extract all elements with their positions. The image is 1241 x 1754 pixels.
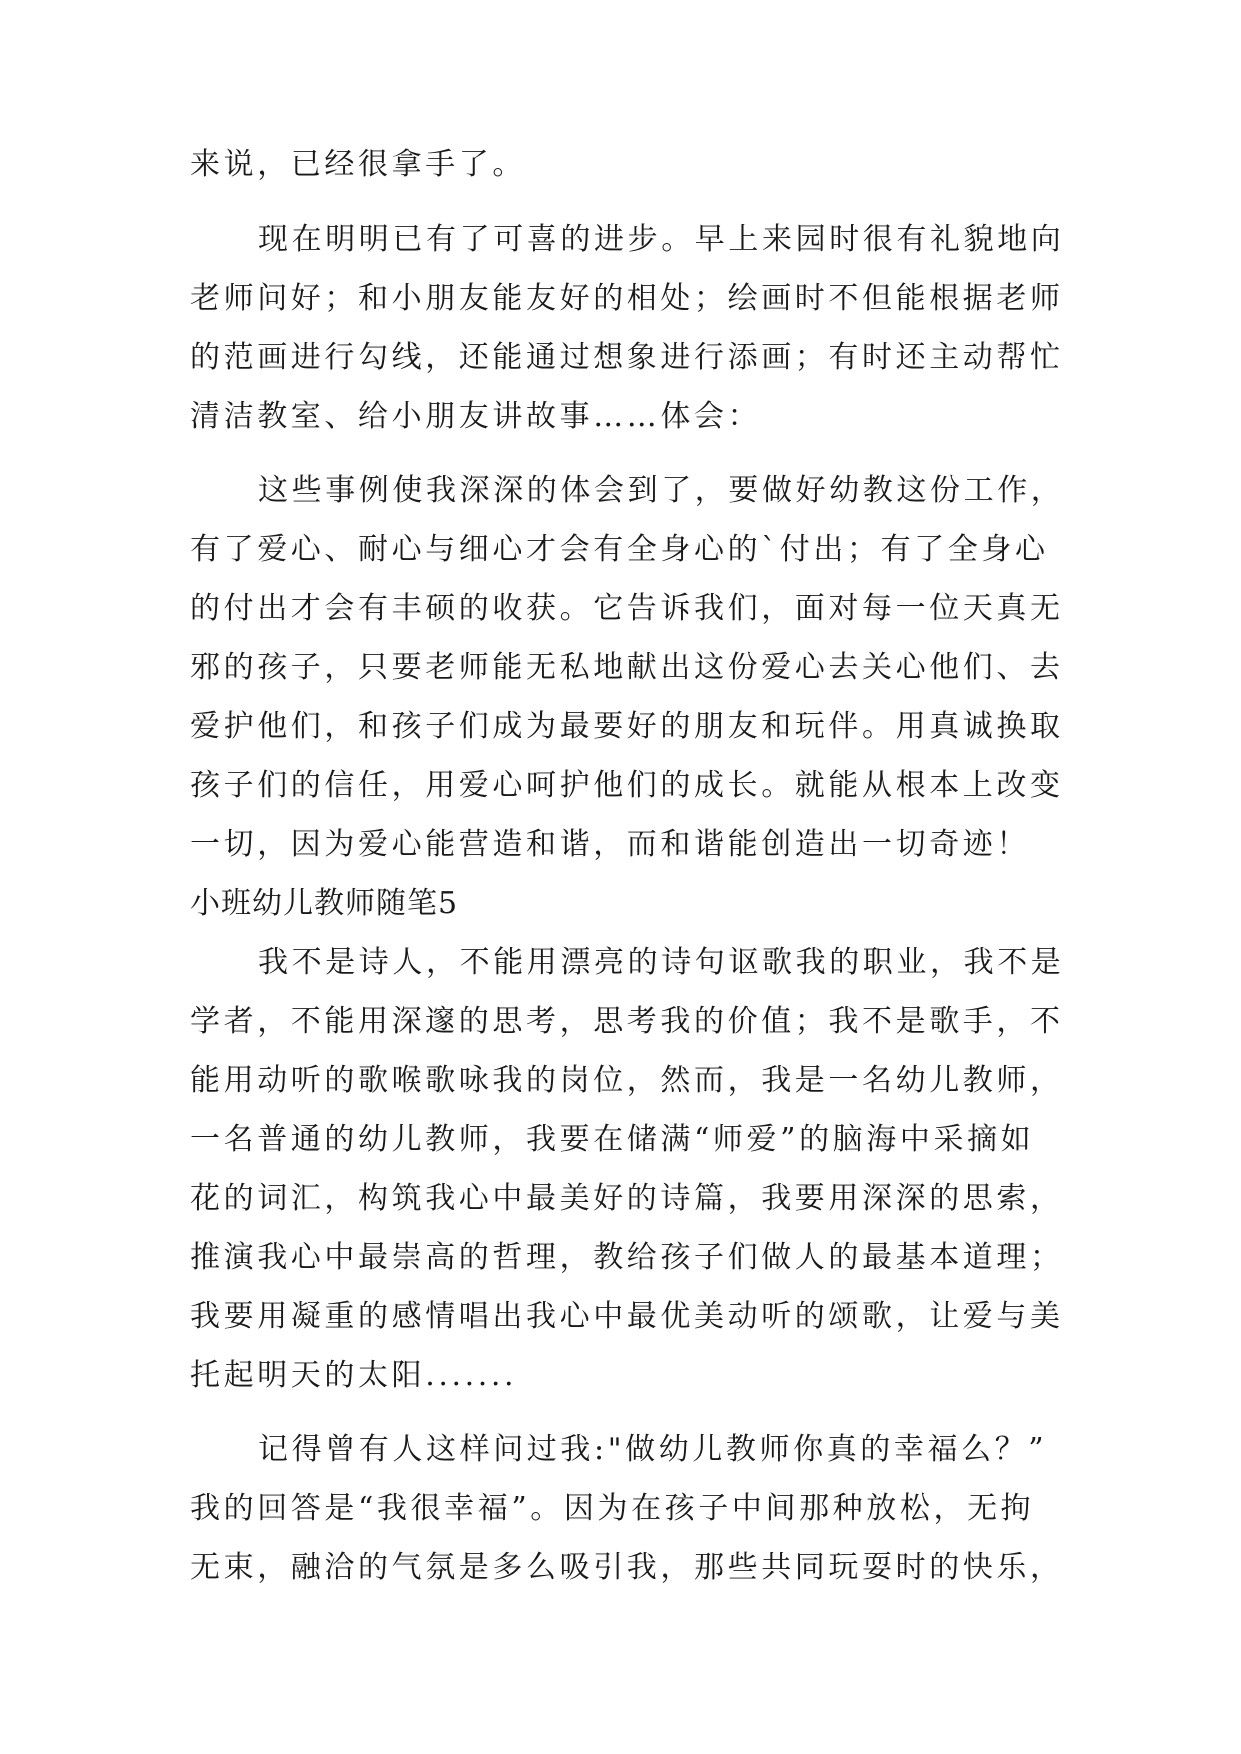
paragraph-line: 这些事例使我深深的体会到了，要做好幼教这份工作，: [258, 473, 1065, 508]
paragraph-line: 记得曾有人这样问过我:"做幼儿教师你真的幸福么？”: [258, 1432, 1048, 1467]
paragraph-line: 学者，不能用深邃的思考，思考我的价值；我不是歌手，不: [190, 1004, 1064, 1039]
paragraph-line: 花的词汇，构筑我心中最美好的诗篇，我要用深深的思索，: [190, 1181, 1064, 1216]
paragraph-line: 老师问好；和小朋友能友好的相处；绘画时不但能根据老师: [190, 281, 1064, 316]
paragraph-line: 清洁教室、给小朋友讲故事……体会：: [190, 399, 762, 434]
paragraph-line: 一名普通的幼儿教师，我要在储满“师爱”的脑海中采摘如: [190, 1122, 1035, 1157]
section-heading: 小班幼儿教师随笔5: [190, 886, 459, 921]
paragraph-line: 现在明明已有了可喜的进步。早上来园时很有礼貌地向: [258, 222, 1065, 257]
paragraph-line: 邪的孩子，只要老师能无私地献出这份爱心去关心他们、去: [190, 650, 1064, 685]
paragraph-line: 有了爱心、耐心与细心才会有全身心的`付出；有了全身心: [190, 532, 1049, 567]
paragraph-line: 无束，融洽的气氛是多么吸引我，那些共同玩耍时的快乐，: [190, 1550, 1064, 1585]
paragraph-line: 托起明天的太阳.......: [190, 1358, 518, 1393]
paragraph-line: 我的回答是“我很幸福”。因为在孩子中间那种放松，无拘: [190, 1491, 1035, 1526]
paragraph-line: 我不是诗人，不能用漂亮的诗句讴歌我的职业，我不是: [258, 945, 1065, 980]
paragraph-line: 一切，因为爱心能营造和谐，而和谐能创造出一切奇迹！: [190, 827, 1030, 862]
paragraph-line: 孩子们的信任，用爱心呵护他们的成长。就能从根本上改变: [190, 768, 1064, 803]
paragraph-line: 推演我心中最崇高的哲理，教给孩子们做人的最基本道理；: [190, 1240, 1064, 1275]
paragraph-line: 的范画进行勾线，还能通过想象进行添画；有时还主动帮忙: [190, 340, 1064, 375]
paragraph-line: 来说，已经很拿手了。: [190, 147, 526, 182]
paragraph-line: 爱护他们，和孩子们成为最要好的朋友和玩伴。用真诚换取: [190, 709, 1064, 744]
paragraph-line: 能用动听的歌喉歌咏我的岗位，然而，我是一名幼儿教师，: [190, 1063, 1064, 1098]
paragraph-line: 的付出才会有丰硕的收获。它告诉我们，面对每一位天真无: [190, 591, 1064, 626]
paragraph-line: 我要用凝重的感情唱出我心中最优美动听的颂歌，让爱与美: [190, 1299, 1064, 1334]
